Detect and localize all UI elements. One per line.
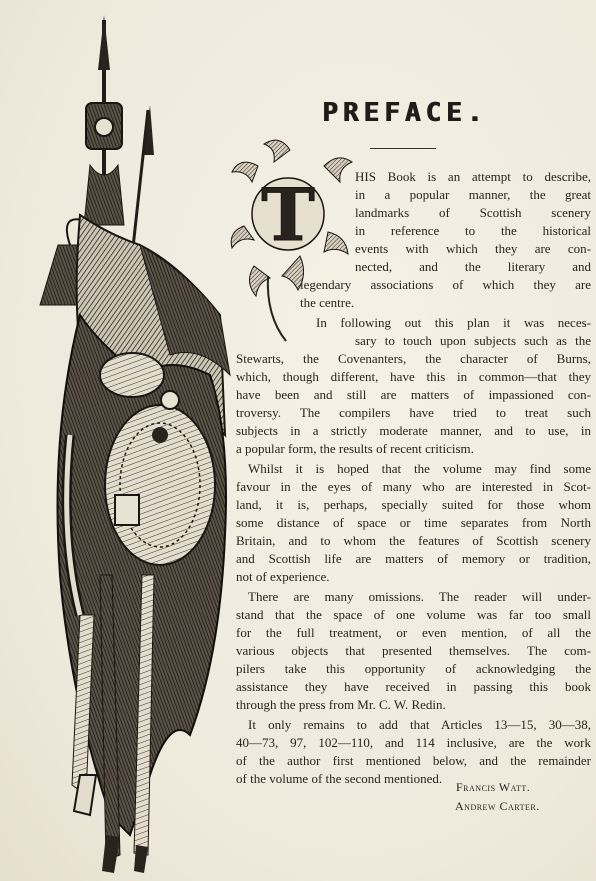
text-line: which, though different, have this in common—that they: [236, 369, 591, 384]
text-line: It only remains to add that Articles 13—15, 30—38,: [248, 717, 591, 732]
drop-cap-letter: T: [261, 172, 315, 257]
page-title: PREFACE.: [322, 98, 488, 128]
text-line: not of experience.: [236, 569, 330, 584]
title-rule: [370, 148, 436, 149]
text-line: HIS Book is an attempt to describe,: [355, 169, 591, 184]
text-line: Whilst it is hoped that the volume may find some: [248, 461, 591, 476]
text-line: assistance they have received in passing this book: [236, 679, 591, 694]
text-line: the centre.: [300, 295, 355, 310]
text-line: Britain, and to whom the features of Scottish scenery: [236, 533, 591, 548]
text-line: Stewarts, the Covenanters, the character of Burns,: [236, 351, 591, 366]
text-line: favour in the eyes of many who are interested in Scot-: [236, 479, 591, 494]
text-line: and Scottish life are matters of memory or tradition,: [236, 551, 591, 566]
text-line: In following out this plan it was neces-: [316, 315, 591, 330]
text-line: in reference to the historical: [355, 223, 591, 238]
text-line: through the press from Mr. C. W. Redin.: [236, 697, 446, 712]
highland-trophy-illustration: [20, 15, 235, 875]
text-line: of the volume of the second mentioned.: [236, 771, 443, 786]
text-line: a popular form, the results of recent criticism.: [236, 441, 474, 456]
text-line: pilers take this opportunity of acknowledging the: [236, 661, 591, 676]
signature-2: Andrew Carter.: [455, 799, 540, 813]
text-line: events with which they are con-: [355, 241, 591, 256]
text-line: subjects in a strictly moderate manner, and to use, in: [236, 423, 591, 438]
text-line: sary to touch upon subjects such as the: [355, 333, 591, 348]
text-line: various objects that presented themselves. The com-: [236, 643, 591, 658]
text-line: have been and still are matters of impassioned con-: [236, 387, 591, 402]
text-line: for the full treatment, or even mention, of all the: [236, 625, 591, 640]
signature-1: Francis Watt.: [456, 780, 531, 794]
text-line: 40—73, 97, 102—110, and 114 inclusive, are the work: [236, 735, 591, 750]
text-line: land, it is, perhaps, specially suited for those whom: [236, 497, 591, 512]
text-line: troversy. The compilers have tried to treat such: [236, 405, 591, 420]
text-line: There are many omissions. The reader will under-: [248, 589, 591, 604]
text-line: stand that the space of one volume was far too small: [236, 607, 591, 622]
text-line: legendary associations of which they are: [300, 277, 591, 292]
text-line: some distance of space or time separates from North: [236, 515, 591, 530]
text-line: in a popular manner, the great: [355, 187, 591, 202]
text-line: landmarks of Scottish scenery: [355, 205, 591, 220]
text-line: nected, and the literary and: [355, 259, 591, 274]
text-line: of the author first mentioned below, and the remainder: [236, 753, 591, 768]
